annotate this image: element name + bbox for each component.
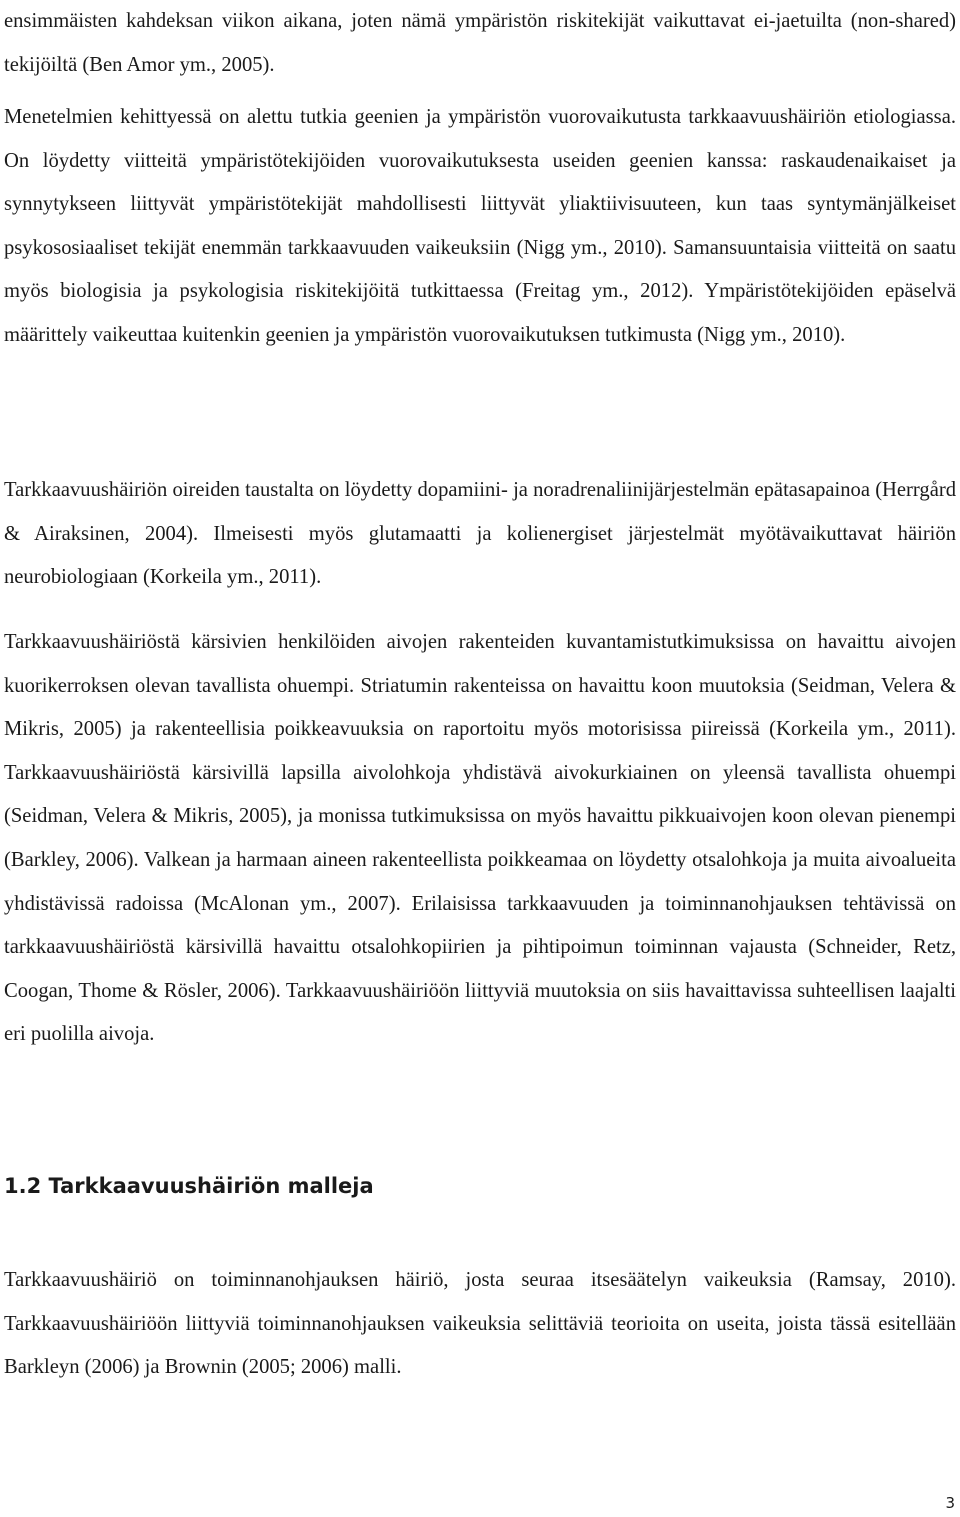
paragraph-neurotransmitters: Tarkkaavuushäiriön oireiden taustalta on löydetty dopamiini- ja noradrenaliinijärjestelmän epätasapainoa (Herrgård & Airaksinen, 2004). Ilmeisesti myös glutamaatti ja kolienergiset järjestelmät myötävaikuttavat häiriön neurobiologiaan (Korkeila ym., 2011).	[4, 479, 956, 589]
paragraph-models-intro: Tarkkaavuushäiriö on toiminnanohjauksen häiriö, josta seuraa itsesäätelyn vaikeuksia (Ramsay, 2010). Tarkkaavuushäiriöön liittyviä toiminnanohjauksen vaikeuksia selittäviä teorioita on useita, joista tässä esitellään Barkleyn (2006) ja Brownin (2005; 2006) malli.	[4, 1269, 956, 1379]
paragraph-intro-continuation: ensimmäisten kahdeksan viikon aikana, joten nämä ympäristön riskitekijät vaikuttavat ei-jaetuilta (non-shared) tekijöiltä (Ben Amor ym., 2005).	[4, 10, 956, 76]
section-heading: 1.2 Tarkkaavuushäiriön malleja	[4, 1174, 374, 1198]
paragraph-gene-environment: Menetelmien kehittyessä on alettu tutkia geenien ja ympäristön vuorovaikutusta tarkkaavuushäiriön etiologiassa. On löydetty viitteitä ympäristötekijöiden vuorovaikutuksesta useiden geenien kanssa: raskaudenaikaiset ja synnytykseen liittyvät ympäristötekijät mahdollisesti liittyvät yliaktiivisuuteen, kun taas syntymänjälkeiset psykososiaaliset tekijät enemmän tarkkaavuuden vaikeuksiin (Nigg ym., 2010). Samansuuntaisia viitteitä on saatu myös biologisia ja psykologisia riskitekijöitä tutkittaessa (Freitag ym., 2012). Ympäristötekijöiden epäselvä määrittely vaikeuttaa kuitenkin geenien ja ympäristön vuorovaikutuksen tutkimusta (Nigg ym., 2010).	[4, 106, 956, 346]
page-number: 3	[945, 1494, 955, 1512]
paragraph-brain-structures: Tarkkaavuushäiriöstä kärsivien henkilöiden aivojen rakenteiden kuvantamistutkimuksissa on havaittu aivojen kuorikerroksen olevan tavallista ohuempi. Striatumin rakenteissa on havaittu koon muutoksia (Seidman, Velera & Mikris, 2005) ja rakenteellisia poikkeavuuksia on raportoitu myös motorisissa piireissä (Korkeila ym., 2011). Tarkkaavuushäiriöstä kärsivillä lapsilla aivolohkoja yhdistävä aivokurkiainen on yleensä tavallista ohuempi (Seidman, Velera & Mikris, 2005), ja monissa tutkimuksissa on myös havaittu pikkuaivojen koon olevan pienempi (Barkley, 2006). Valkean ja harmaan aineen rakenteellista poikkeamaa on löydetty otsalohkoja ja muita aivoalueita yhdistävissä radoissa (McAlonan ym., 2007). Erilaisissa tarkkaavuuden ja toiminnanohjauksen tehtävissä on tarkkaavuushäiriöstä kärsivillä havaittu otsalohkopiirien ja pihtipoimun toiminnan vajausta (Schneider, Retz, Coogan, Thome & Rösler, 2006). Tarkkaavuushäiriöön liittyviä muutoksia on siis havaittavissa suhteellisen laajalti eri puolilla aivoja.	[4, 631, 956, 1046]
